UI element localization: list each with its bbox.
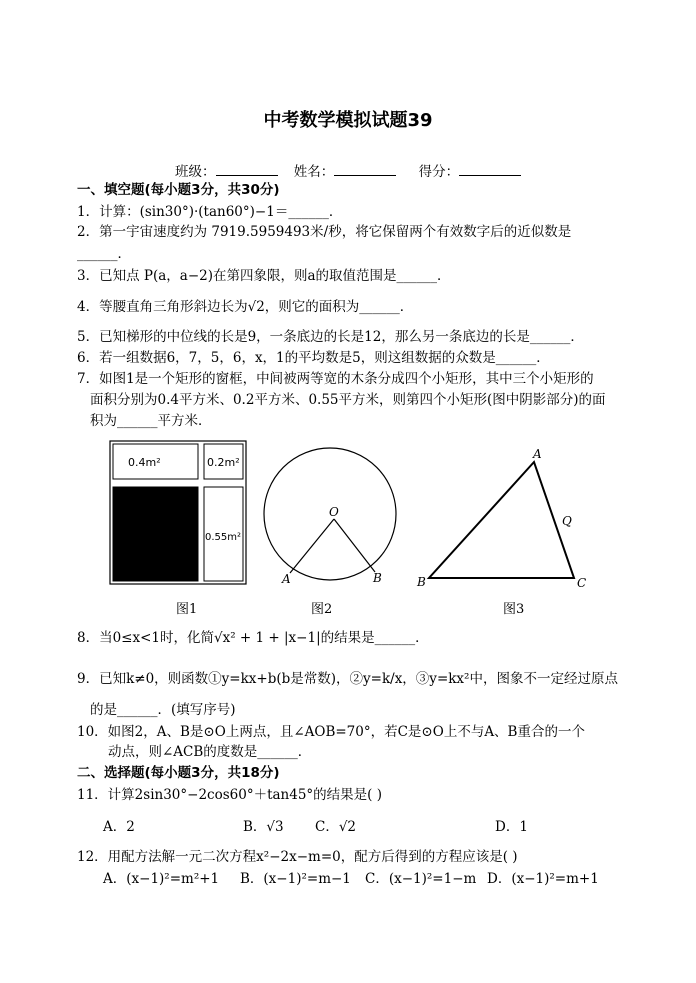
q11-option-b: B．√3 <box>243 819 284 835</box>
figure-1-caption: 图1 <box>176 602 198 617</box>
shaded-rectangle <box>113 487 198 581</box>
question-10-line-1: 10．如图2，A、B是⊙O上两点，且∠AOB=70°，若C是⊙O上不与A、B重合的一个 <box>77 724 585 740</box>
question-7-line-3: 积为______平方米． <box>90 413 212 429</box>
question-9-line-1: 9．已知k≠0，则函数①y=kx+b(b是常数)，②y=k/x，③y=kx²中，图象不一定经过原点 <box>77 671 618 687</box>
vertex-c-label: C <box>577 576 587 590</box>
point-o-label: O <box>329 505 339 519</box>
question-2-line-1: 2．第一宇宙速度约为 7919.5959493米/秒，将它保留两个有效数字后的近似数是 <box>77 224 572 240</box>
point-a-label: A <box>282 572 291 586</box>
vertex-b-label: B <box>417 575 426 589</box>
figure-2 <box>264 448 396 586</box>
q12-option-b: B．(x−1)²=m−1 <box>240 871 351 887</box>
q11-option-c: C．√2 <box>315 819 357 835</box>
figure-3-caption: 图3 <box>503 602 525 617</box>
figure-3 <box>416 447 586 590</box>
page-title: 中考数学模拟试题39 <box>263 110 433 131</box>
q11-option-a: A．2 <box>103 819 135 835</box>
name-label: 姓名： <box>293 164 335 180</box>
question-7-line-1: 7．如图1是一个矩形的窗框，中间被两等宽的木条分成四个小矩形，其中三个小矩形的 <box>77 371 594 387</box>
section-fill-blank: 一、填空题(每小题3分，共30分) <box>77 182 280 198</box>
class-label: 班级： <box>175 164 216 180</box>
point-b-label: B <box>373 571 382 585</box>
q12-option-a: A．(x−1)²=m²+1 <box>103 871 220 887</box>
question-8: 8．当0≤x<1时，化简√x² + 1 + |x−1|的结果是______． <box>77 630 429 646</box>
question-9-line-2: 的是______．(填写序号) <box>90 702 236 718</box>
score-label: 得分： <box>418 164 460 180</box>
area-label-a: 0.4m² <box>128 456 161 469</box>
point-q-label: Q <box>562 514 572 528</box>
question-3: 3．已知点 P(a，a−2)在第四象限，则a的取值范围是______． <box>77 268 451 284</box>
area-label-b: 0.2m² <box>207 456 240 469</box>
area-label-c: 0.55m² <box>205 532 242 543</box>
question-11: 11．计算2sin30°−2cos60°＋tan45°的结果是( ) <box>77 787 383 803</box>
question-2-line-2: ______． <box>77 246 131 262</box>
vertex-a-label: A <box>533 447 542 461</box>
question-12: 12．用配方法解一元二次方程x²−2x−m=0，配方后得到的方程应该是( ) <box>77 849 518 865</box>
section-multiple-choice: 二、选择题(每小题3分，共18分) <box>77 765 280 781</box>
q11-option-d: D．1 <box>495 819 528 835</box>
figure-1 <box>110 441 246 584</box>
question-1: 1．计算：(sin30°)·(tan60°)−1＝______． <box>77 204 343 220</box>
question-7-line-2: 面积分别为0.4平方米、0.2平方米、0.55平方米，则第四个小矩形(图中阴影部分)的面 <box>90 392 606 408</box>
question-10-line-2: 动点，则∠ACB的度数是______． <box>108 744 312 760</box>
figure-2-caption: 图2 <box>311 602 333 617</box>
question-4: 4．等腰直角三角形斜边长为√2，则它的面积为______． <box>77 299 414 315</box>
q12-option-d: D．(x−1)²=m+1 <box>487 871 599 887</box>
question-6: 6．若一组数据6，7，5，6，x，1的平均数是5，则这组数据的众数是______． <box>77 350 550 366</box>
q12-option-c: C．(x−1)²=1−m <box>365 871 477 887</box>
question-5: 5．已知梯形的中位线的长是9，一条底边的长是12，那么另一条底边的长是______． <box>77 329 584 345</box>
